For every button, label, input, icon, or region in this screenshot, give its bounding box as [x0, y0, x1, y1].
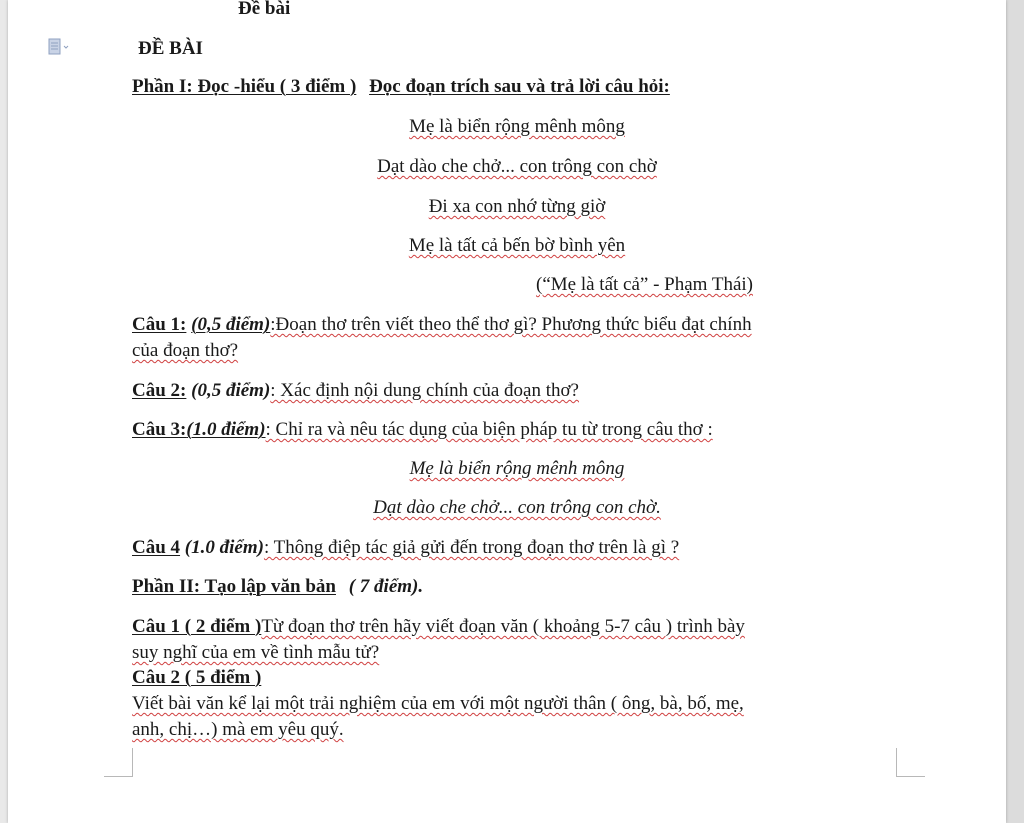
p2q1-label: Câu 1 ( 2 điểm ) — [132, 616, 262, 637]
question-4 — [132, 537, 679, 559]
poem-line-2: Dạt dào che chở... con trông con chờ — [377, 156, 657, 177]
question-2 — [132, 380, 579, 402]
part1-label: Phần I: Đọc -hiểu ( 3 điểm ) — [132, 76, 357, 97]
q3-points: (1.0 điểm) — [186, 419, 266, 440]
question-1 — [132, 314, 752, 336]
question-3 — [132, 419, 713, 441]
part2-question-1 — [132, 616, 745, 638]
doc-title: ĐỀ BÀI — [138, 38, 203, 59]
q3-text: : Chỉ ra và nêu tác dụng của biện pháp tu từ trong câu thơ : — [265, 419, 713, 440]
document-page — [8, 0, 1006, 823]
poem-line-3: Đi xa con nhớ từng giờ — [428, 196, 606, 217]
q2-points: (0,5 điểm) — [191, 380, 271, 401]
q2-label: Câu 2: — [132, 380, 187, 401]
document-icon[interactable] — [48, 38, 72, 56]
q3-quote-1: Mẹ là biển rộng mênh mông — [409, 458, 625, 479]
poem-source: (“Mẹ là tất cả” - Phạm Thái) — [536, 274, 753, 295]
poem-line-1: Mẹ là biển rộng mênh mông — [409, 116, 625, 137]
window-title: Đề bài — [238, 0, 291, 19]
q4-label: Câu 4 — [132, 537, 181, 558]
part2-points: ( 7 điểm). — [348, 576, 424, 597]
part2-heading — [132, 576, 423, 598]
margin-corner-left — [104, 748, 133, 777]
q4-points: (1.0 điểm) — [184, 537, 264, 558]
q1-label: Câu 1: — [132, 314, 187, 335]
p2q1-text-1: Từ đoạn thơ trên hãy viết đoạn văn ( khoảng 5-7 câu ) trình bày — [261, 616, 745, 637]
p2q1-text-2: suy nghĩ của em về tình mẫu tử? — [132, 642, 380, 663]
p2q2-label: Câu 2 ( 5 điểm ) — [132, 667, 262, 688]
q1-text-1: :Đoạn thơ trên viết theo thể thơ gì? Phương thức biểu đạt chính — [270, 314, 752, 335]
p2q2-text-1: Viết bài văn kể lại một trải nghiệm của em với một người thân ( ông, bà, bố, mẹ, — [132, 693, 744, 714]
part1-instruction: Đọc đoạn trích sau và trả lời câu hỏi: — [369, 76, 670, 97]
q1-text-2: của đoạn thơ? — [132, 340, 239, 361]
scroll-gutter[interactable] — [1006, 0, 1024, 823]
q1-points: (0,5 điểm) — [191, 314, 271, 335]
part2-label: Phần II: Tạo lập văn bản — [132, 576, 336, 597]
part1-heading — [132, 76, 670, 98]
margin-corner-right — [896, 748, 925, 777]
poem-line-4: Mẹ là tất cả bến bờ bình yên — [408, 235, 626, 256]
q3-label: Câu 3: — [132, 419, 187, 440]
q3-quote-2: Dạt dào che chở... con trông con chờ. — [373, 497, 661, 518]
q4-text: : Thông điệp tác giả gửi đến trong đoạn thơ trên là gì ? — [263, 537, 680, 558]
p2q2-text-2: anh, chị…) mà em yêu quý. — [132, 719, 344, 740]
q2-text: : Xác định nội dung chính của đoạn thơ? — [270, 380, 579, 401]
